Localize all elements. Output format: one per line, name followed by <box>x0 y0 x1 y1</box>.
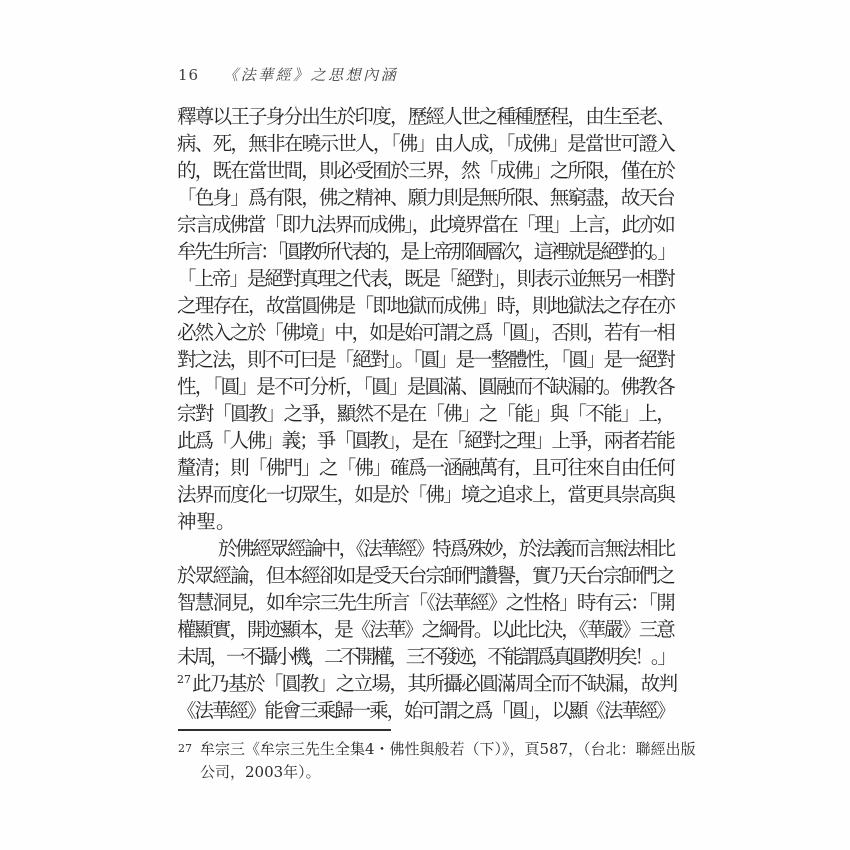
body-line: 的，既在當世間，則必受囿於三界，然「成佛」之所限，僅在於 <box>177 159 675 182</box>
page-number: 16 <box>178 66 200 84</box>
body-line: 未周，一不攝小機，二不開權，三不發迹，不能謂爲真圓教明矣！。」 <box>177 645 674 668</box>
body-line: 牟先生所言：「圓教所代表的，是上帝那個層次，這裡就是絕對的。」 <box>177 240 675 263</box>
body-line: 法界而度化一切眾生，如是於「佛」境之追求上，當更具崇高與 <box>177 483 675 506</box>
footnote-text <box>200 738 696 783</box>
body-line: 之理存在，故當圓佛是「即地獄而成佛」時，則地獄法之存在亦 <box>177 294 675 317</box>
body-line: 「色身」爲有限，佛之精神、願力則是無所限、無窮盡，故天台 <box>177 186 675 209</box>
body-line: 釐清；則「佛門」之「佛」確爲一涵融萬有，且可往來自由任何 <box>177 456 675 479</box>
body-line: 必然入之於「佛境」中，如是始可謂之爲「圓」，否則，若有一相 <box>177 321 674 344</box>
footnote-27 <box>178 738 696 783</box>
body-text <box>177 103 677 724</box>
body-line: 智慧洞見，如牟宗三先生所言「《法華經》之性格」時有云：「開 <box>177 591 675 614</box>
body-line: 權顯實，開迹顯本，是《法華》之綱骨。以此比決，《華嚴》三意 <box>177 618 674 641</box>
body-line-paragraph-start: 於佛經眾經論中，《法華經》特爲殊妙，於法義而言無法相比 <box>218 537 674 560</box>
body-line-paragraph-end: 神聖。 <box>177 510 236 533</box>
footnote-line: 公司，2003年）。 <box>200 762 321 781</box>
running-head <box>178 64 398 85</box>
body-line: 宗對「圓教」之爭，顯然不是在「佛」之「能」與「不能」上， <box>177 402 675 425</box>
footnote-line: 牟宗三《牟宗三先生全集4・佛性與般若（下）》，頁587，（台北：聯經出版 <box>200 740 696 758</box>
footnote-separator <box>178 729 391 731</box>
body-line: 對之法，則不可曰是「絕對」。「圓」是一整體性，「圓」是一絕對 <box>177 348 674 371</box>
footnote-ref-27: 27 <box>177 673 191 686</box>
body-line: 「上帝」是絕對真理之代表，既是「絕對」，則表示並無另一相對 <box>177 267 674 290</box>
body-line: 於眾經論，但本經卻如是受天台宗師們讚譽，實乃天台宗師們之 <box>177 564 675 587</box>
footnote-marker: 27 <box>178 742 192 755</box>
body-line-with-footnote-ref <box>177 670 677 697</box>
running-title: 《法華經》之思想內涵 <box>223 66 399 84</box>
body-line: 病、死，無非在曉示世人，「佛」由人成，「成佛」是當世可證入 <box>177 132 675 155</box>
body-line: 宗言成佛當「即九法界而成佛」，此境界當在「理」上言，此亦如 <box>177 213 674 236</box>
body-line: 性，「圓」是不可分析，「圓」是圓滿、圓融而不缺漏的。佛教各 <box>177 375 675 398</box>
body-line: 釋尊以王子身分出生於印度，歷經人世之種種歷程，由生至老、 <box>177 105 675 128</box>
body-line: 此爲「人佛」義；爭「圓教」，是在「絕對之理」上爭，兩者若能 <box>177 429 674 452</box>
body-line-text: 此乃基於「圓教」之立場，其所攝必圓滿周全而不缺漏，故判 <box>192 672 677 695</box>
body-line: 《法華經》能會三乘歸一乘，始可謂之爲「圓」，以顯《法華經》 <box>177 699 674 722</box>
